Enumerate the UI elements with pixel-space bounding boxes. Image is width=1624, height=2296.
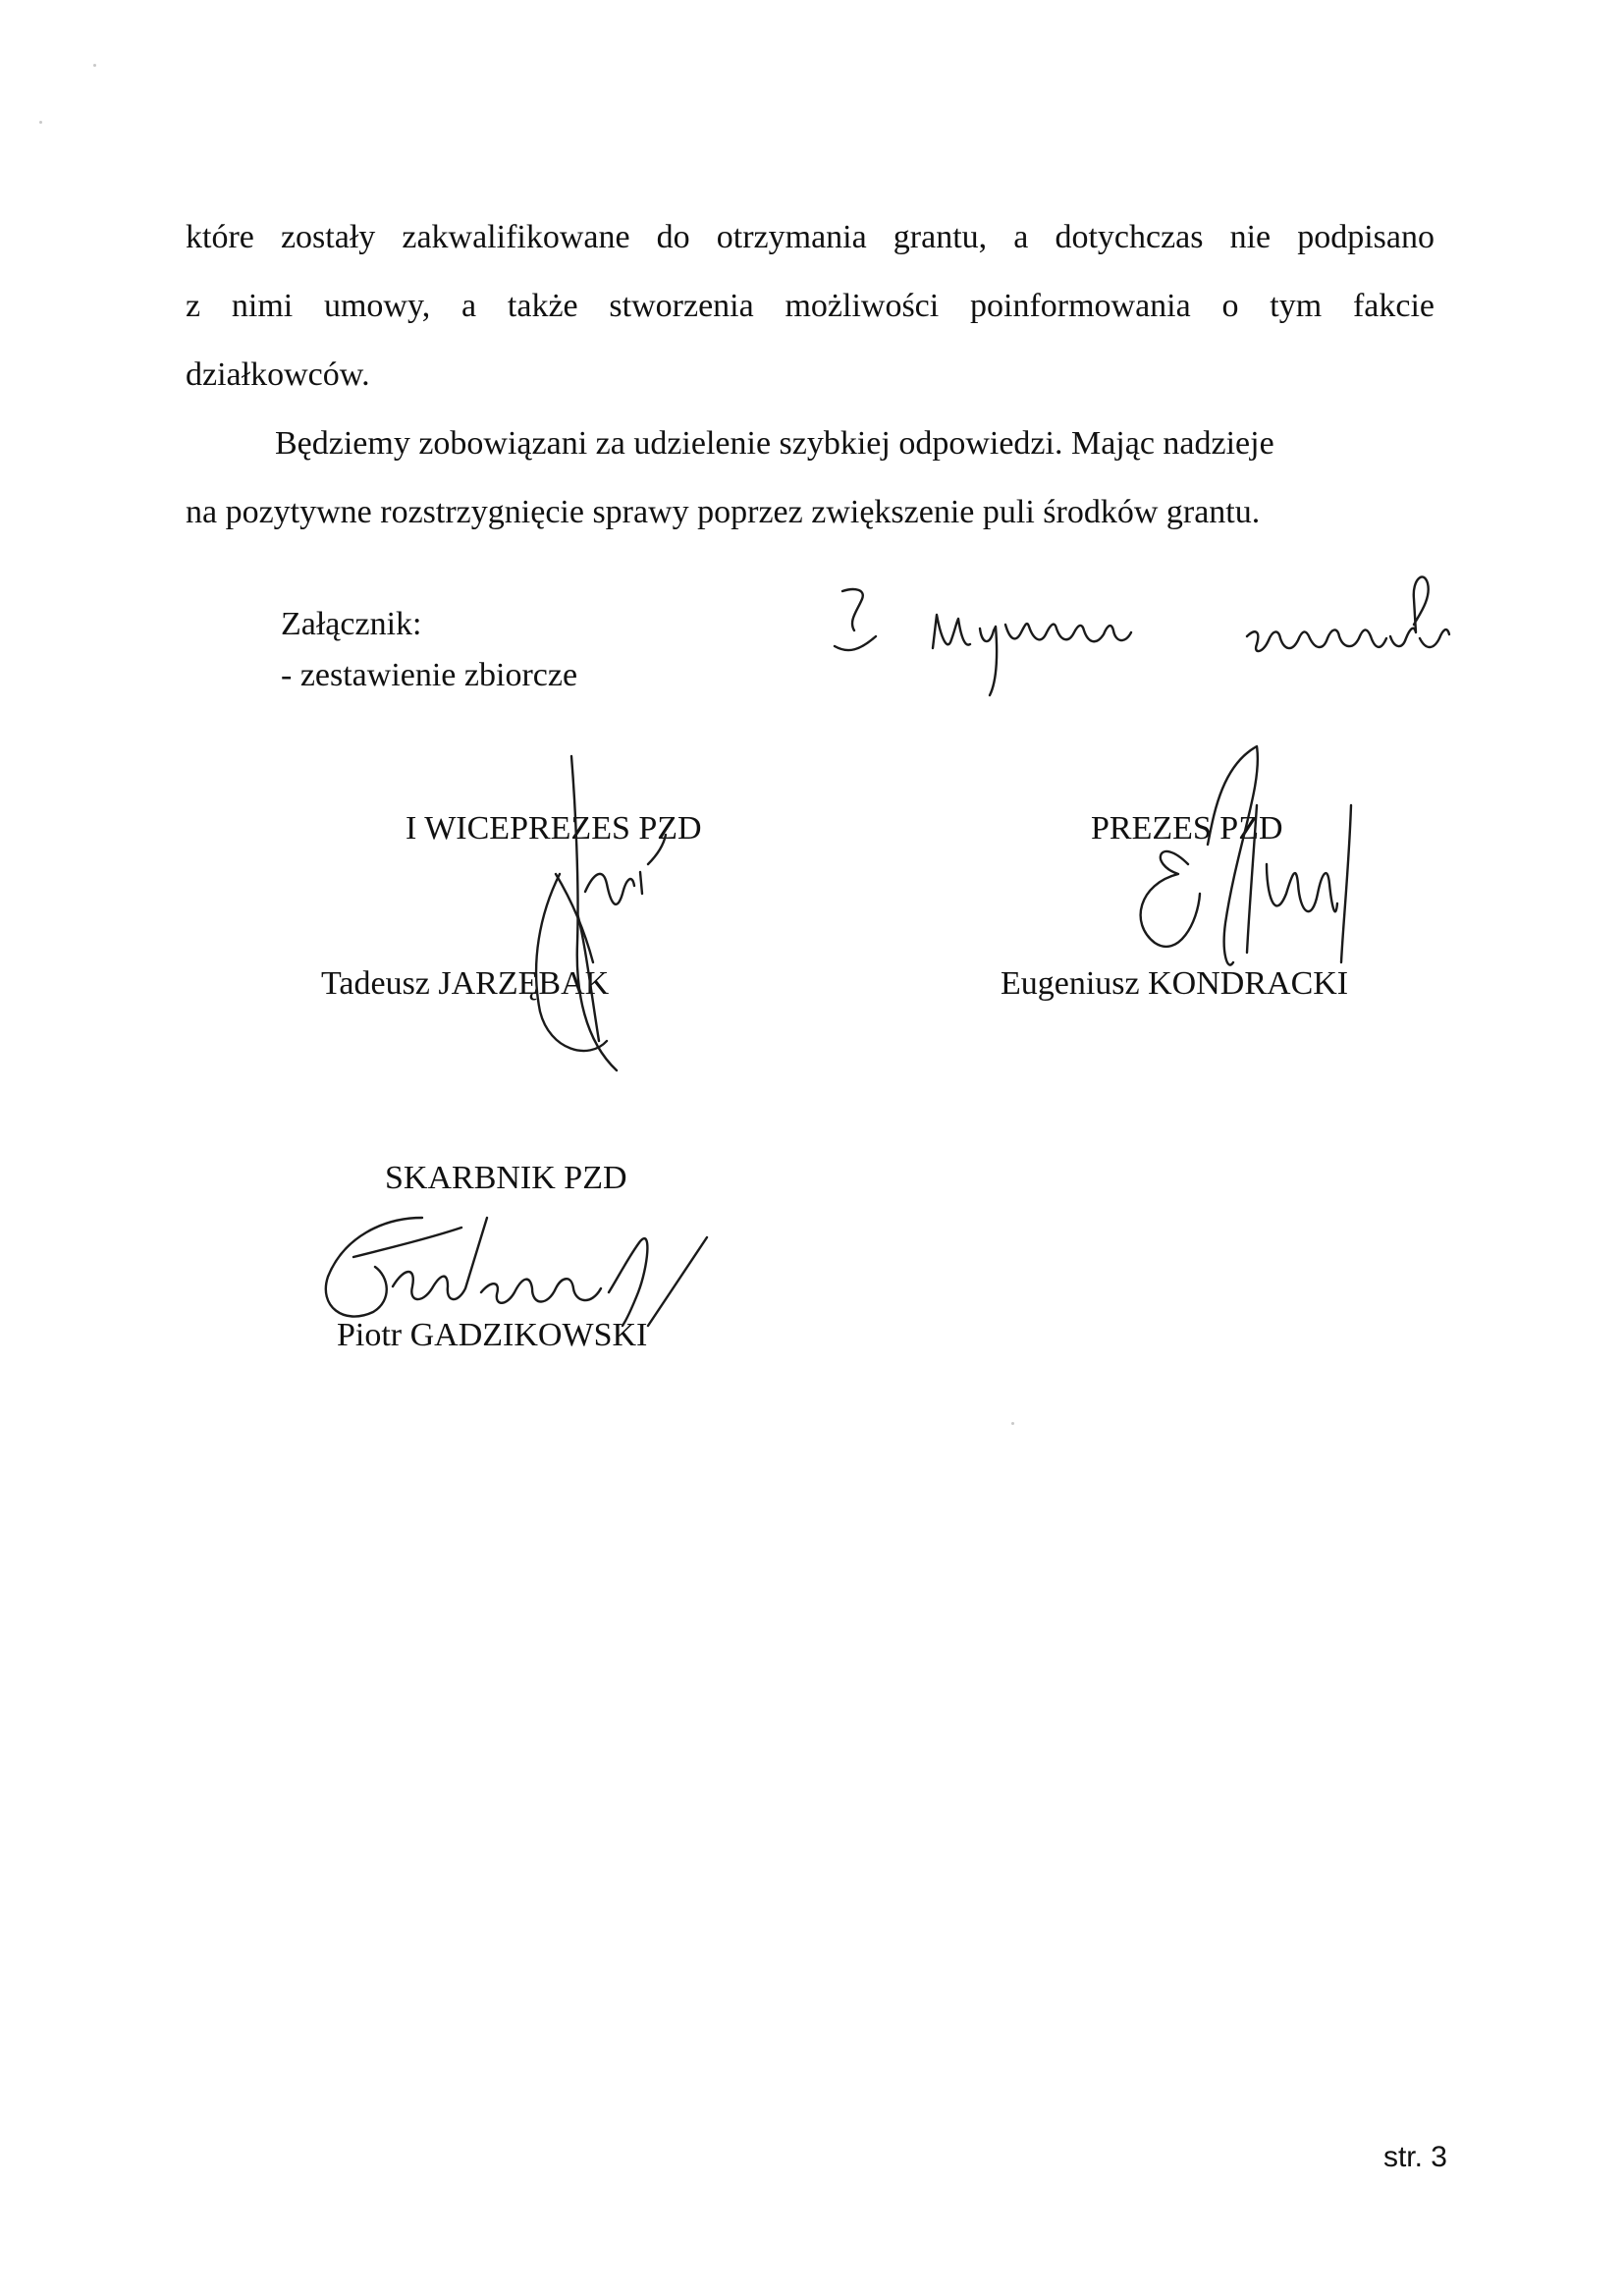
signatory-name: Tadeusz JARZĘBAK [321, 965, 610, 1002]
attachment-block [281, 599, 577, 701]
handwritten-closing-note [825, 560, 1492, 727]
body-line: z nimi umowy, a także stworzenia możliwości poinformowania o tym fakcie [186, 288, 1435, 324]
signature-jarzebak [491, 746, 687, 1080]
body-paragraph-2 [186, 410, 1435, 547]
body-line: działkowców. [186, 356, 370, 393]
page-number: str. 3 [1382, 2141, 1447, 2173]
signatory-name: Eugeniusz KONDRACKI [1001, 965, 1349, 1002]
attachment-item: - zestawienie zbiorcze [281, 657, 578, 693]
body-line: Będziemy zobowiązani za udzielenie szybkiej odpowiedzi. Mając nadzieje [275, 425, 1274, 462]
signatory-title: PREZES PZD [1091, 810, 1283, 847]
signatory-title: I WICEPREZES PZD [406, 810, 702, 847]
signatory-name: Piotr GADZIKOWSKI [337, 1317, 648, 1353]
scan-speck [93, 64, 96, 67]
body-paragraph-1 [186, 203, 1435, 410]
scan-speck [1011, 1422, 1014, 1425]
signatory-title: SKARBNIK PZD [385, 1160, 627, 1196]
body-line: które zostały zakwalifikowane do otrzymania grantu, a dotychczas nie podpisano [186, 219, 1435, 255]
scan-speck [39, 121, 42, 124]
body-line: na pozytywne rozstrzygnięcie sprawy poprzez zwiększenie puli środków grantu. [186, 494, 1261, 530]
attachment-label: Załącznik: [281, 606, 422, 642]
signature-kondracki [1119, 727, 1375, 982]
